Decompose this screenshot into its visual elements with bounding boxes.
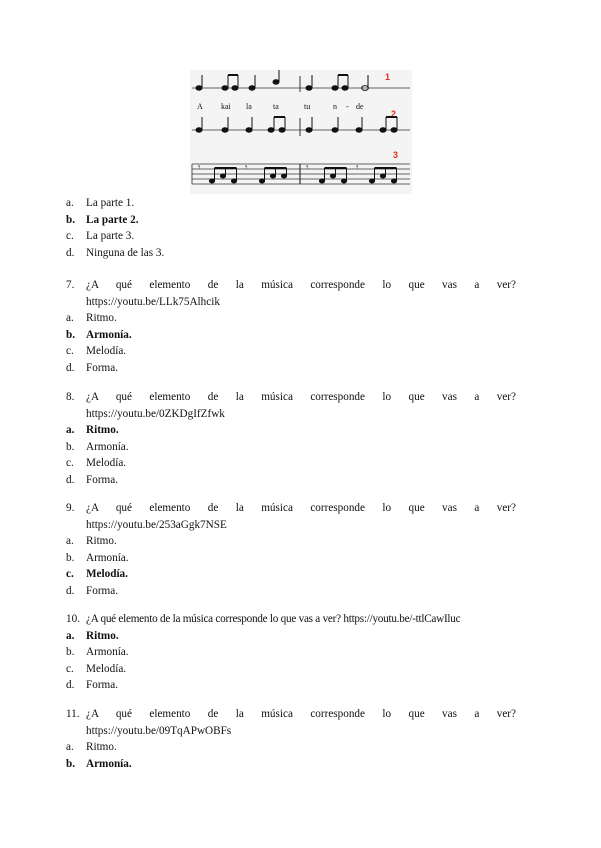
option-c-correct: c. Melodía. — [66, 568, 128, 581]
video-link[interactable]: https://youtu.be/253aGgk7NSE — [86, 518, 227, 531]
question-7-prompt: 7. ¿A qué elemento de la música corresponde lo que vas a ver? https://youtu.be/LLk75Alhcik — [66, 277, 516, 310]
option-b: b. Armonía. — [66, 440, 129, 453]
question-text: ¿A qué elemento de la música corresponde lo que vas a ver? — [86, 502, 516, 514]
option-a: a. Ritmo. — [66, 312, 117, 325]
lyric-syllable: A — [197, 102, 203, 111]
question-text: ¿A qué elemento de la música corresponde lo que vas a ver? https://youtu.be/-ttlCawIluc — [86, 613, 461, 625]
svg-text:𝄾: 𝄾 — [245, 163, 248, 173]
question-8-prompt: 8. ¿A qué elemento de la música corresponde lo que vas a ver? https://youtu.be/0ZKDgIfZfwk — [66, 389, 516, 422]
lyric-syllable: ta — [273, 102, 279, 111]
question-10-prompt: 10. ¿A qué elemento de la música corresponde lo que vas a ver? https://youtu.be/-ttlCawIluc — [66, 611, 516, 628]
question-8 — [66, 389, 516, 489]
question-6-options — [66, 195, 516, 261]
video-link[interactable]: https://youtu.be/LLk75Alhcik — [86, 295, 220, 308]
svg-text:𝄾: 𝄾 — [356, 163, 359, 173]
video-link[interactable]: https://youtu.be/09TqAPwOBFs — [86, 724, 232, 737]
lyric-syllable: n — [333, 102, 337, 111]
marker-1: 1 — [385, 72, 391, 82]
lyric-syllable: la — [246, 102, 252, 111]
svg-text:𝄾: 𝄾 — [306, 163, 309, 173]
svg-text:𝄾: 𝄾 — [198, 163, 201, 173]
option-d: d. Ninguna de las 3. — [66, 246, 165, 259]
option-d: d. Forma. — [66, 473, 119, 486]
question-7 — [66, 277, 516, 377]
option-a: a. Ritmo. — [66, 535, 117, 548]
question-10 — [66, 611, 516, 694]
option-b-correct: b. La parte 2. — [66, 213, 139, 226]
option-a-correct: a. Ritmo. — [66, 424, 119, 437]
option-d: d. Forma. — [66, 361, 119, 374]
lyric-syllable: de — [356, 102, 364, 111]
option-d: d. Forma. — [66, 679, 119, 692]
option-a: a. Ritmo. — [66, 741, 117, 754]
option-c: c. Melodía. — [66, 662, 127, 675]
option-b-correct: b. Armonía. — [66, 757, 132, 770]
option-d: d. Forma. — [66, 584, 119, 597]
option-a: a. La parte 1. — [66, 197, 135, 209]
question-11 — [66, 706, 516, 772]
lyric-syllable: - — [346, 102, 349, 111]
question-9-prompt: 9. ¿A qué elemento de la música corresponde lo que vas a ver? https://youtu.be/253aGgk7NSE — [66, 500, 516, 533]
option-c: c. La parte 3. — [66, 230, 135, 243]
question-text: ¿A qué elemento de la música corresponde lo que vas a ver? — [86, 391, 516, 403]
option-c: c. Melodía. — [66, 457, 127, 470]
option-b: b. Armonía. — [66, 551, 129, 564]
rhythm-score-svg — [190, 70, 412, 194]
marker-2: 2 — [391, 109, 397, 119]
rhythm-score-image — [190, 70, 412, 194]
option-b: b. Armonía. — [66, 646, 129, 659]
question-9 — [66, 500, 516, 600]
option-c: c. Melodía. — [66, 345, 127, 358]
lyric-syllable: kai — [221, 102, 231, 111]
question-text: ¿A qué elemento de la música corresponde lo que vas a ver? — [86, 708, 516, 720]
marker-3: 3 — [393, 150, 399, 160]
option-a-correct: a. Ritmo. — [66, 629, 119, 642]
lyric-syllable: tu — [304, 102, 311, 111]
video-link[interactable]: https://youtu.be/0ZKDgIfZfwk — [86, 407, 225, 420]
question-11-prompt: 11. ¿A qué elemento de la música corresponde lo que vas a ver? https://youtu.be/09TqAPwOBFs — [66, 706, 516, 739]
question-text: ¿A qué elemento de la música corresponde lo que vas a ver? — [86, 279, 516, 291]
option-b-correct: b. Armonía. — [66, 328, 132, 341]
